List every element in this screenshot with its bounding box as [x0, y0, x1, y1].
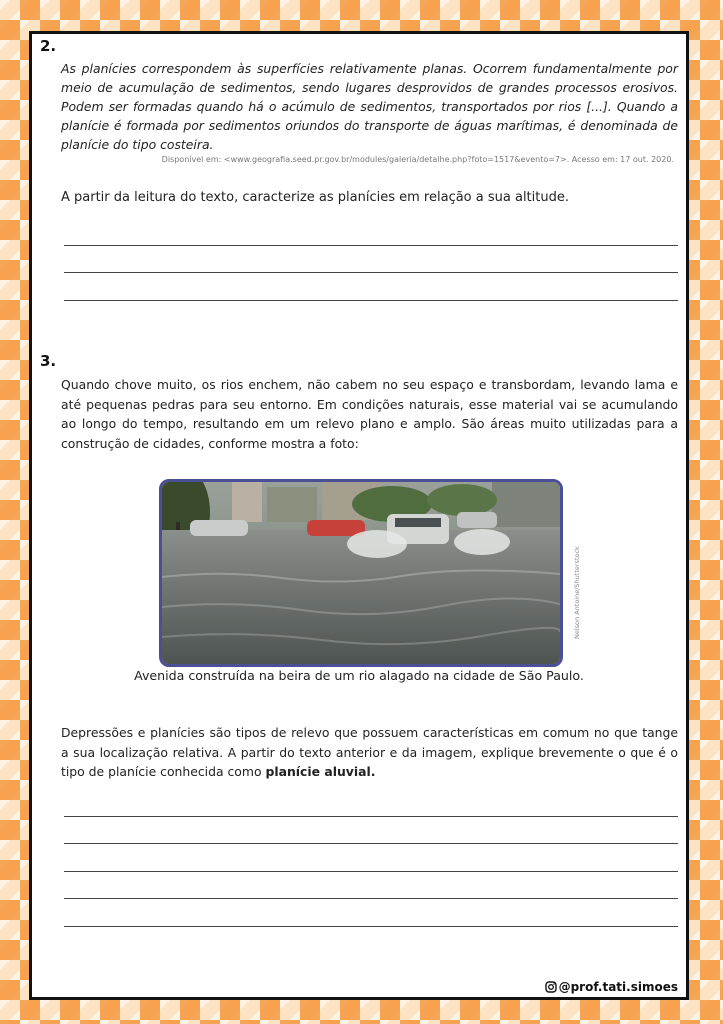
question-3-intro: Quando chove muito, os rios enchem, não cabem no seu espaço e transbordam, levando lama e até pequenas pedras para seu entorno. Em condições naturais, esse material vai se acumulando ao longo do tempo, resultando em um relevo plano e amplo. São áreas muito utilizadas para a construção de cidades, conforme mostra a foto:	[61, 377, 678, 451]
worksheet-page	[29, 31, 689, 1000]
answer-line[interactable]	[64, 926, 678, 927]
author-handle-text: @prof.tati.simoes	[558, 980, 678, 994]
answer-line[interactable]	[64, 300, 678, 301]
answer-line[interactable]	[64, 843, 678, 844]
flooded-avenue-photo	[159, 479, 563, 667]
answer-line[interactable]	[64, 871, 678, 872]
question-2-source: Disponível em: <www.geografia.seed.pr.gov.br/modules/galeria/detalhe.php?foto=1517&evento=7>. Acesso em: 17 out. 2020.	[161, 155, 674, 164]
answer-line[interactable]	[64, 272, 678, 273]
instagram-icon	[545, 981, 557, 993]
photo-caption: Avenida construída na beira de um rio alagado na cidade de São Paulo.	[134, 668, 584, 683]
answer-line[interactable]	[64, 816, 678, 817]
question-2-prompt: A partir da leitura do texto, caracterize as planícies em relação a sua altitude.	[61, 190, 569, 205]
answer-line[interactable]	[64, 898, 678, 899]
question-3-prompt-bold: planície aluvial.	[265, 764, 376, 779]
question-2-excerpt: As planícies correspondem às superfícies relativamente planas. Ocorrem fundamentalmente por meio de acumulação de sedimentos, sendo lugares desprovidos de grandes processos erosivos. Podem ser formadas quando há o acúmulo de sedimentos, transportados por rios [...]. Quando a planície é formada por sedimentos oriundos do transporte de águas marítimas, é denominada de planície do tipo costeira.	[61, 61, 678, 152]
question-2-number: 2.	[40, 37, 57, 55]
question-3-prompt	[61, 723, 678, 782]
flooded-avenue-illustration	[162, 482, 560, 664]
photo-credit: Nelson Antoine/Shutterstock	[573, 546, 581, 639]
question-3-number: 3.	[40, 352, 57, 370]
author-handle	[545, 980, 678, 994]
question-3-prompt-text: Depressões e planícies são tipos de relevo que possuem características em comum no que tange a sua localização relativa. A partir do texto anterior e da imagem, explique brevemente o que é o tipo de planície conhecida como	[61, 725, 678, 779]
answer-line[interactable]	[64, 245, 678, 246]
